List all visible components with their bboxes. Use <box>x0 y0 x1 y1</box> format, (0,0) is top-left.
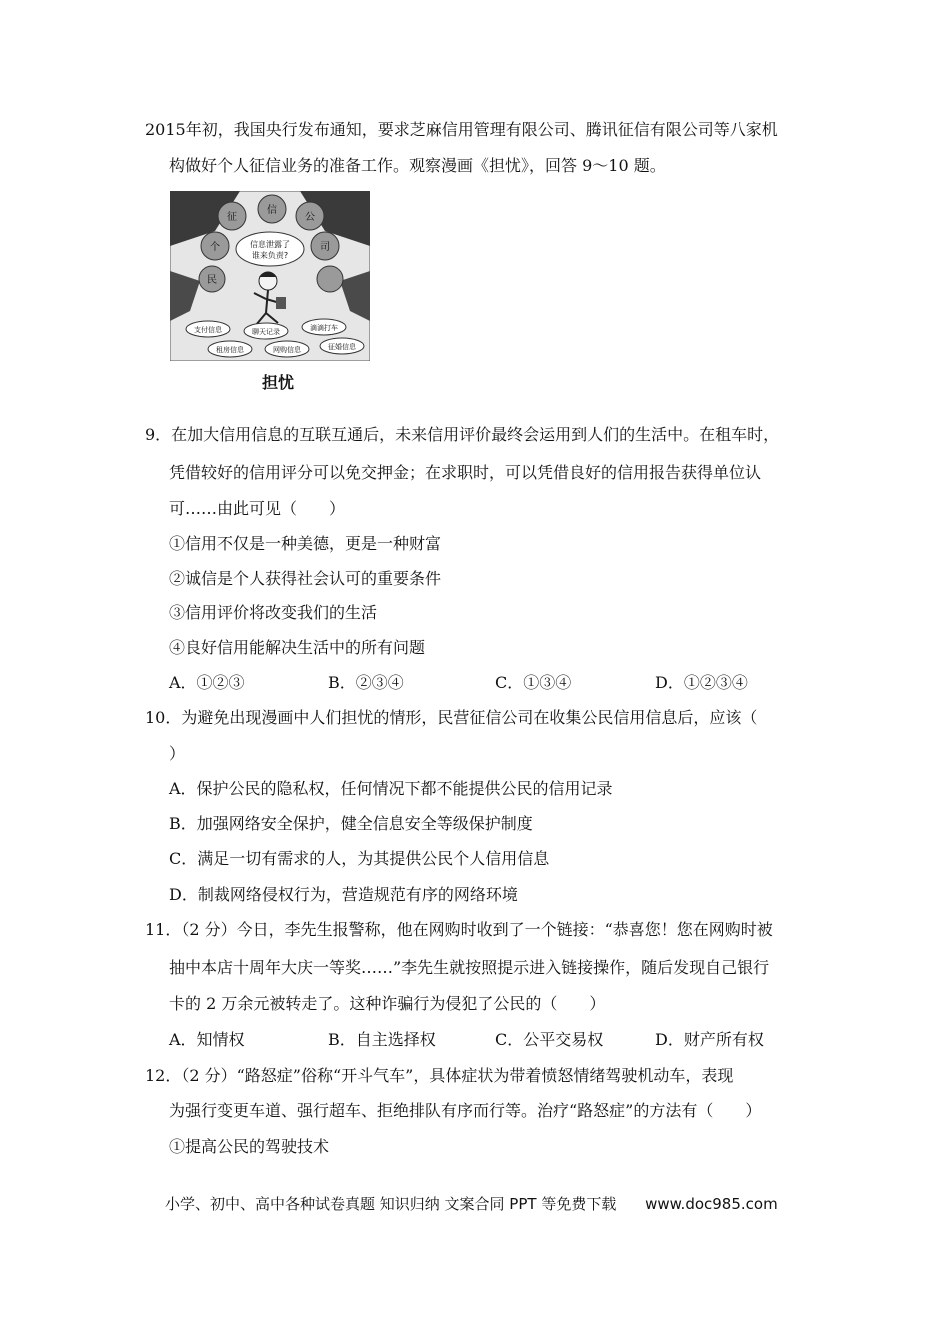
comic-illustration <box>170 191 370 361</box>
q9-option-c: C．①③④ <box>495 673 572 692</box>
q9-statement-2: ②诚信是个人获得社会认可的重要条件 <box>169 569 442 588</box>
footer-text: 小学、初中、高中各种试卷真题 知识归纳 文案合同 PPT 等免费下载 <box>165 1195 617 1213</box>
q9-line-2: 凭借较好的信用评分可以免交押金；在求职时，可以凭借良好的信用报告获得单位认 <box>169 463 762 482</box>
comic-speech-line: 谁来负责? <box>251 251 289 260</box>
intro-line-2: 构做好个人征信业务的准备工作。观察漫画《担忧》，回答 9～10 题。 <box>169 156 666 175</box>
comic-key-label: 征 <box>227 212 237 223</box>
q12-statement-1: ①提高公民的驾驶技术 <box>169 1137 330 1156</box>
q10-line-1: 10．为避免出现漫画中人们担忧的情形，民营征信公司在收集公民信用信息后，应该（ <box>145 708 758 727</box>
intro-line-1: 2015年初，我国央行发布通知，要求芝麻信用管理有限公司、腾讯征信有限公司等八家机 <box>145 120 778 139</box>
q10-option-c: C．满足一切有需求的人，为其提供公民个人信用信息 <box>169 849 550 868</box>
q11-option-c: C．公平交易权 <box>495 1030 604 1049</box>
q10-option-d: D．制裁网络侵权行为，营造规范有序的网络环境 <box>169 885 518 904</box>
q9-statement-4: ④良好信用能解决生活中的所有问题 <box>169 638 426 657</box>
comic-key-label: 民 <box>207 275 217 286</box>
q9-option-d: D．①②③④ <box>655 673 748 692</box>
q10-line-2: ） <box>169 744 186 763</box>
q9-line-1: 9．在加大信用信息的互联互通后，未来信用评价最终会运用到人们的生活中。在租车时， <box>145 425 780 444</box>
comic-drawing <box>170 191 370 361</box>
comic-info-bubble: 征婚信息 <box>328 343 356 351</box>
q11-option-b: B．自主选择权 <box>328 1030 436 1049</box>
q9-option-a: A．①②③ <box>169 673 245 692</box>
comic-info-bubble: 租房信息 <box>216 346 244 354</box>
comic-info-bubble: 网购信息 <box>273 346 301 354</box>
footer-url[interactable]: www.doc985.com <box>645 1195 778 1213</box>
page-footer <box>165 1193 778 1214</box>
q10-option-a: A．保护公民的隐私权，任何情况下都不能提供公民的信用记录 <box>169 779 613 798</box>
q12-line-1: 12．（2 分）“路怒症”俗称“开斗气车”，具体症状为带着愤怒情绪驾驶机动车，表现 <box>145 1066 734 1085</box>
q11-line-2: 抽中本店十周年大庆一等奖……”李先生就按照提示进入链接操作，随后发现自己银行 <box>169 958 770 977</box>
q10-option-b: B．加强网络安全保护，健全信息安全等级保护制度 <box>169 814 533 833</box>
q11-option-d: D．财产所有权 <box>655 1030 764 1049</box>
q11-line-1: 11．（2 分）今日，李先生报警称，他在网购时收到了一个链接：“恭喜您！您在网购时被 <box>145 920 773 939</box>
comic-title: 担忧 <box>262 373 295 392</box>
q11-option-a: A．知情权 <box>169 1030 245 1049</box>
comic-info-bubble: 支付信息 <box>194 326 222 334</box>
comic-speech-line: 信息泄露了 <box>250 240 290 249</box>
q9-statement-1: ①信用不仅是一种美德，更是一种财富 <box>169 534 442 553</box>
q9-statement-3: ③信用评价将改变我们的生活 <box>169 603 378 622</box>
comic-key-label: 公 <box>305 212 315 223</box>
q9-line-3: 可……由此可见（ ） <box>169 499 346 518</box>
comic-key-label: 信 <box>267 205 277 216</box>
q9-option-b: B．②③④ <box>328 673 404 692</box>
q12-line-2: 为强行变更车道、强行超车、拒绝排队有序而行等。治疗“路怒症”的方法有（ ） <box>169 1101 762 1120</box>
comic-key-label: 司 <box>320 242 330 253</box>
q11-line-3: 卡的 2 万余元被转走了。这种诈骗行为侵犯了公民的（ ） <box>169 994 606 1013</box>
comic-key-label: 个 <box>210 242 220 253</box>
comic-info-bubble: 聊天记录 <box>252 328 280 336</box>
comic-info-bubble: 滴滴打车 <box>310 324 338 332</box>
